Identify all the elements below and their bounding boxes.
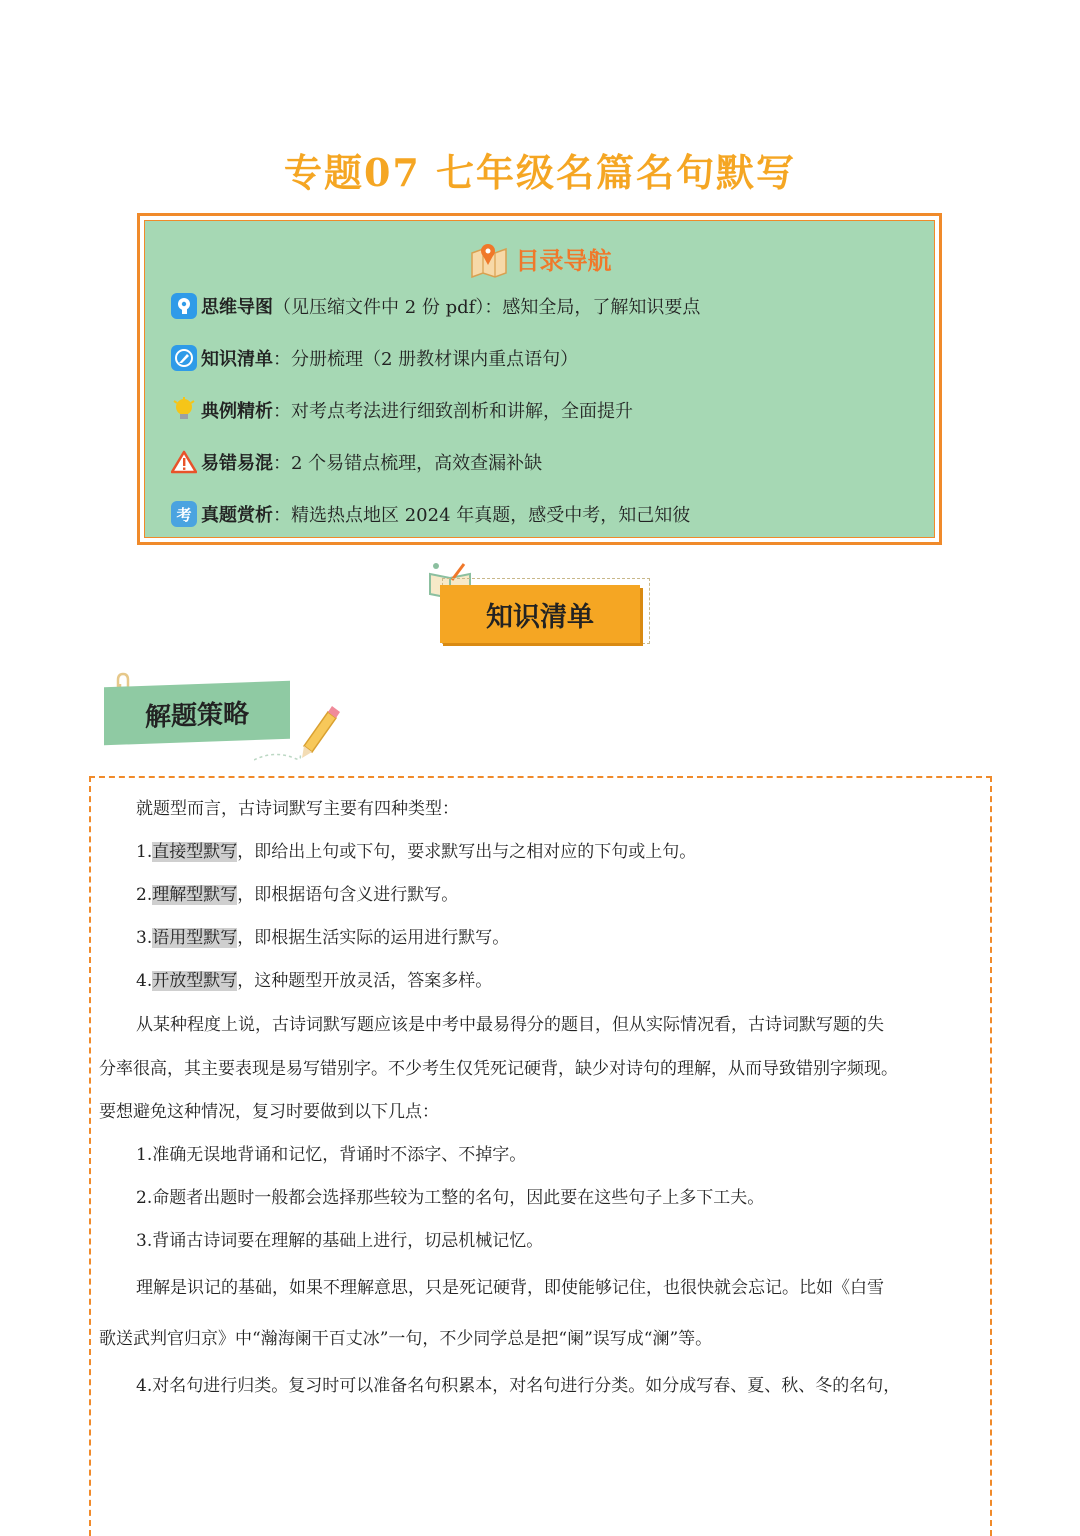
point-item: 2.命题者出题时一般都会选择那些较为工整的名句，因此要在这些句子上多下工夫。	[136, 1188, 765, 1208]
toc-heading-text: 目录导航	[515, 247, 612, 275]
brain-icon	[171, 293, 197, 319]
intro-text: 就题型而言，古诗词默写主要有四种类型：	[136, 799, 459, 819]
paragraph-line: 分率很高，其主要表现是易写错别字。不少考生仅凭死记硬背，缺少对诗句的理解，从而导致错别字频现。	[99, 1059, 898, 1079]
pencil-doodle-icon	[254, 700, 344, 766]
paragraph-line: 理解是识记的基础，如果不理解意思，只是死记硬背，即使能够记住，也很快就会忘记。比如《白雪	[136, 1278, 884, 1298]
type-item: 1.直接型默写，即给出上句或下句，要求默写出与之相对应的下句或上句。	[136, 842, 697, 862]
toc-item-errors[interactable]: 易错易混 ：2 个易错点梳理，高效查漏补缺	[171, 449, 542, 475]
point-item: 3.背诵古诗词要在理解的基础上进行，切忌机械记忆。	[136, 1231, 544, 1251]
point-item: 4.对名句进行归类。复习时可以准备名句积累本，对名句进行分类。如分成写春、夏、秋、冬的名句，	[136, 1376, 901, 1396]
toc-item-examples[interactable]: 典例精析 ：对考点考法进行细致剖析和讲解，全面提升	[171, 397, 633, 423]
strategy-banner	[104, 672, 344, 767]
page-title: 专题07 七年级名篇名句默写	[283, 150, 797, 195]
warning-icon	[171, 449, 197, 475]
toc-item-knowledge[interactable]: 知识清单 ：分册梳理（2 册教材课内重点语句）	[171, 345, 578, 371]
type-item: 4.开放型默写，这种题型开放灵活，答案多样。	[136, 971, 493, 991]
paragraph-line: 歌送武判官归京》中“瀚海阑干百丈冰”一句，不少同学总是把“阑”误写成“澜”等。	[99, 1329, 713, 1349]
strategy-banner-label: 解题策略	[104, 681, 290, 745]
type-item: 3.语用型默写，即根据生活实际的运用进行默写。	[136, 928, 510, 948]
lightbulb-icon	[171, 397, 197, 423]
map-pin-icon	[468, 239, 510, 285]
knowledge-banner	[426, 560, 658, 652]
type-item: 2.理解型默写，即根据语句含义进行默写。	[136, 885, 459, 905]
pencil-icon	[171, 345, 197, 371]
content-box	[89, 776, 992, 1536]
toc-heading	[145, 239, 934, 285]
knowledge-banner-label: 知识清单	[440, 585, 640, 643]
exam-icon: 考	[171, 501, 197, 527]
toc-box	[137, 213, 942, 545]
paragraph-line: 从某种程度上说，古诗词默写题应该是中考中最易得分的题目，但从实际情况看，古诗词默写题的失	[136, 1015, 884, 1035]
toc-item-exams[interactable]: 考 真题赏析 ：精选热点地区 2024 年真题，感受中考，知己知彼	[171, 501, 690, 527]
point-item: 1.准确无误地背诵和记忆，背诵时不添字、不掉字。	[136, 1145, 527, 1165]
toc-item-mindmap[interactable]: 思维导图 （见压缩文件中 2 份 pdf）：感知全局，了解知识要点	[171, 293, 700, 319]
paragraph-line: 要想避免这种情况，复习时要做到以下几点：	[99, 1102, 439, 1122]
